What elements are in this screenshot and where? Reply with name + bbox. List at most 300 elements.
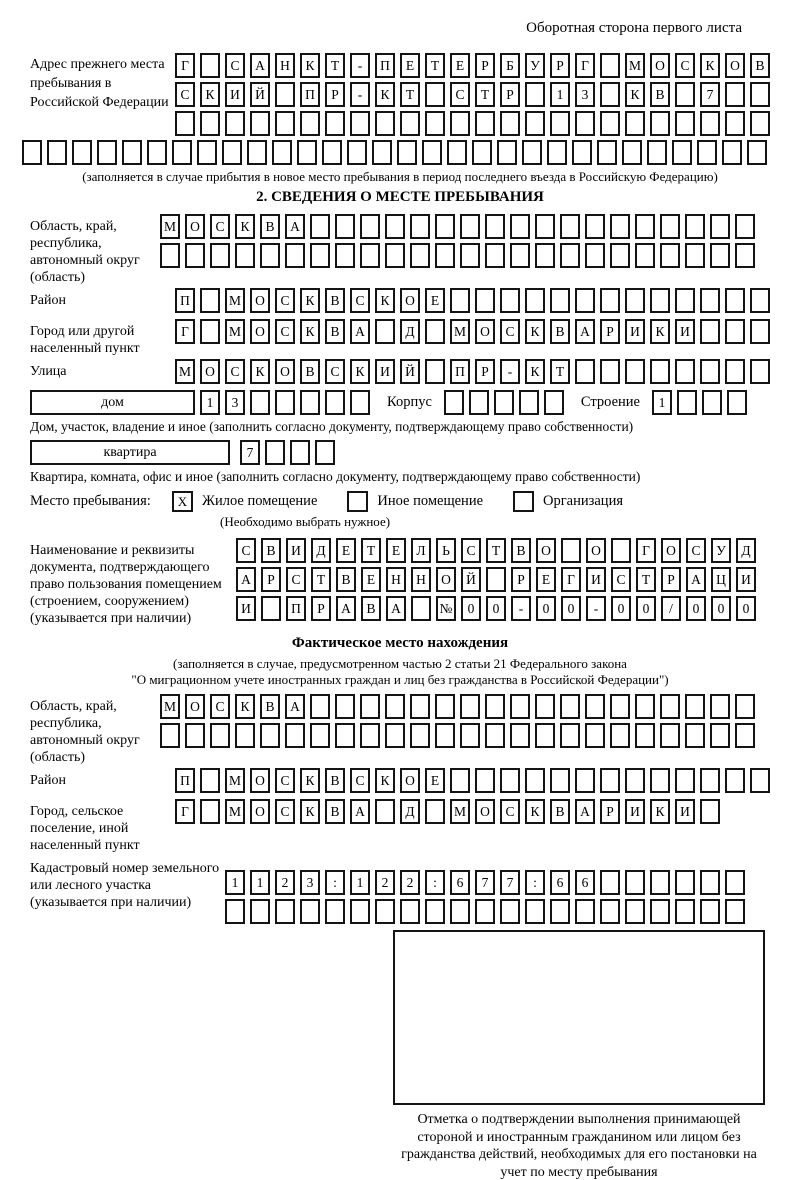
char-cell[interactable] (519, 390, 539, 415)
char-cell[interactable] (147, 140, 167, 165)
char-cell[interactable]: Б (500, 53, 520, 78)
char-cell[interactable] (547, 140, 567, 165)
char-cell[interactable] (200, 319, 220, 344)
char-cell[interactable] (410, 243, 430, 268)
char-cell[interactable]: В (650, 82, 670, 107)
char-cell[interactable]: И (675, 799, 695, 824)
char-cell[interactable] (425, 319, 445, 344)
char-cell[interactable] (72, 140, 92, 165)
char-cell[interactable]: В (261, 538, 281, 563)
char-cell[interactable] (397, 140, 417, 165)
char-cell[interactable]: С (225, 53, 245, 78)
char-cell[interactable] (600, 82, 620, 107)
char-cell[interactable]: Р (261, 567, 281, 592)
char-cell[interactable] (485, 214, 505, 239)
char-cell[interactable] (485, 243, 505, 268)
char-cell[interactable]: Г (175, 799, 195, 824)
char-cell[interactable] (750, 359, 770, 384)
char-cell[interactable]: М (225, 319, 245, 344)
char-cell[interactable] (725, 899, 745, 924)
char-cell[interactable]: С (500, 799, 520, 824)
char-cell[interactable] (450, 768, 470, 793)
char-cell[interactable]: 2 (275, 870, 295, 895)
char-cell[interactable]: М (225, 799, 245, 824)
char-cell[interactable]: К (375, 82, 395, 107)
char-cell[interactable] (385, 214, 405, 239)
char-cell[interactable]: К (300, 319, 320, 344)
char-cell[interactable] (635, 723, 655, 748)
char-cell[interactable] (675, 359, 695, 384)
char-cell[interactable] (360, 694, 380, 719)
char-cell[interactable]: Е (400, 53, 420, 78)
char-cell[interactable] (444, 390, 464, 415)
char-cell[interactable] (475, 111, 495, 136)
char-cell[interactable]: С (275, 288, 295, 313)
char-cell[interactable]: Й (461, 567, 481, 592)
char-cell[interactable]: 1 (200, 390, 220, 415)
char-cell[interactable] (475, 288, 495, 313)
char-cell[interactable]: Р (500, 82, 520, 107)
char-cell[interactable] (702, 390, 722, 415)
char-cell[interactable] (525, 768, 545, 793)
char-cell[interactable] (200, 768, 220, 793)
char-cell[interactable]: К (700, 53, 720, 78)
char-cell[interactable] (285, 243, 305, 268)
char-cell[interactable] (385, 723, 405, 748)
char-cell[interactable]: К (625, 82, 645, 107)
char-cell[interactable] (290, 440, 310, 465)
char-cell[interactable] (460, 243, 480, 268)
char-cell[interactable]: Д (400, 319, 420, 344)
char-cell[interactable] (535, 694, 555, 719)
char-cell[interactable] (675, 111, 695, 136)
char-cell[interactable]: В (336, 567, 356, 592)
char-cell[interactable] (660, 723, 680, 748)
char-cell[interactable] (360, 723, 380, 748)
char-cell[interactable] (710, 694, 730, 719)
char-cell[interactable] (435, 694, 455, 719)
char-cell[interactable] (675, 899, 695, 924)
char-cell[interactable] (300, 390, 320, 415)
char-cell[interactable] (700, 319, 720, 344)
char-cell[interactable] (22, 140, 42, 165)
char-cell[interactable]: О (185, 214, 205, 239)
char-cell[interactable]: - (500, 359, 520, 384)
char-cell[interactable]: О (200, 359, 220, 384)
char-cell[interactable] (685, 694, 705, 719)
char-cell[interactable]: Й (250, 82, 270, 107)
char-cell[interactable]: К (300, 53, 320, 78)
char-cell[interactable]: К (200, 82, 220, 107)
char-cell[interactable]: К (235, 694, 255, 719)
char-cell[interactable] (625, 768, 645, 793)
char-cell[interactable]: Д (311, 538, 331, 563)
char-cell[interactable] (650, 359, 670, 384)
char-cell[interactable] (310, 694, 330, 719)
char-cell[interactable] (485, 723, 505, 748)
char-cell[interactable] (510, 723, 530, 748)
char-cell[interactable]: В (300, 359, 320, 384)
char-cell[interactable] (600, 899, 620, 924)
char-cell[interactable]: Г (175, 319, 195, 344)
char-cell[interactable] (610, 723, 630, 748)
char-cell[interactable]: Р (550, 53, 570, 78)
char-cell[interactable] (647, 140, 667, 165)
char-cell[interactable]: 2 (400, 870, 420, 895)
char-cell[interactable] (550, 899, 570, 924)
char-cell[interactable]: Р (511, 567, 531, 592)
char-cell[interactable] (310, 214, 330, 239)
char-cell[interactable]: Е (386, 538, 406, 563)
char-cell[interactable]: Р (661, 567, 681, 592)
char-cell[interactable] (175, 111, 195, 136)
char-cell[interactable]: В (325, 768, 345, 793)
char-cell[interactable] (200, 288, 220, 313)
char-cell[interactable]: П (375, 53, 395, 78)
char-cell[interactable]: В (325, 799, 345, 824)
char-cell[interactable]: 6 (550, 870, 570, 895)
char-cell[interactable] (660, 214, 680, 239)
char-cell[interactable] (325, 111, 345, 136)
char-cell[interactable]: К (650, 799, 670, 824)
char-cell[interactable]: Т (425, 53, 445, 78)
char-cell[interactable] (385, 694, 405, 719)
char-cell[interactable]: К (300, 799, 320, 824)
char-cell[interactable] (700, 799, 720, 824)
char-cell[interactable] (550, 288, 570, 313)
char-cell[interactable] (725, 768, 745, 793)
char-cell[interactable] (460, 694, 480, 719)
char-cell[interactable]: 0 (536, 596, 556, 621)
char-cell[interactable]: А (285, 694, 305, 719)
char-cell[interactable] (375, 319, 395, 344)
char-cell[interactable] (650, 768, 670, 793)
char-cell[interactable] (486, 567, 506, 592)
char-cell[interactable] (372, 140, 392, 165)
char-cell[interactable] (185, 243, 205, 268)
char-cell[interactable]: Г (636, 538, 656, 563)
char-cell[interactable]: К (250, 359, 270, 384)
char-cell[interactable] (235, 723, 255, 748)
char-cell[interactable]: 0 (711, 596, 731, 621)
char-cell[interactable]: В (260, 214, 280, 239)
char-cell[interactable] (425, 359, 445, 384)
char-cell[interactable]: 7 (475, 870, 495, 895)
char-cell[interactable] (260, 243, 280, 268)
char-cell[interactable]: 0 (736, 596, 756, 621)
char-cell[interactable]: И (675, 319, 695, 344)
char-cell[interactable] (350, 111, 370, 136)
char-cell[interactable]: В (325, 319, 345, 344)
char-cell[interactable] (265, 440, 285, 465)
char-cell[interactable] (200, 53, 220, 78)
char-cell[interactable]: 1 (225, 870, 245, 895)
char-cell[interactable]: Г (561, 567, 581, 592)
char-cell[interactable]: 1 (652, 390, 672, 415)
char-cell[interactable]: С (236, 538, 256, 563)
char-cell[interactable] (460, 214, 480, 239)
char-cell[interactable] (525, 288, 545, 313)
char-cell[interactable] (469, 390, 489, 415)
char-cell[interactable] (325, 899, 345, 924)
char-cell[interactable] (450, 288, 470, 313)
char-cell[interactable] (725, 319, 745, 344)
char-cell[interactable] (500, 768, 520, 793)
char-cell[interactable]: О (436, 567, 456, 592)
char-cell[interactable]: : (325, 870, 345, 895)
char-cell[interactable] (347, 140, 367, 165)
char-cell[interactable] (411, 596, 431, 621)
char-cell[interactable] (460, 723, 480, 748)
char-cell[interactable] (560, 723, 580, 748)
char-cell[interactable]: С (210, 694, 230, 719)
char-cell[interactable] (375, 899, 395, 924)
char-cell[interactable]: К (300, 288, 320, 313)
char-cell[interactable] (544, 390, 564, 415)
char-cell[interactable] (535, 214, 555, 239)
char-cell[interactable]: Л (411, 538, 431, 563)
char-cell[interactable] (611, 538, 631, 563)
char-cell[interactable] (522, 140, 542, 165)
char-cell[interactable] (725, 359, 745, 384)
char-cell[interactable]: М (160, 214, 180, 239)
char-cell[interactable] (672, 140, 692, 165)
char-cell[interactable] (700, 288, 720, 313)
char-cell[interactable]: - (586, 596, 606, 621)
char-cell[interactable]: Е (336, 538, 356, 563)
char-cell[interactable] (600, 111, 620, 136)
char-cell[interactable] (625, 359, 645, 384)
char-cell[interactable] (510, 214, 530, 239)
char-cell[interactable] (285, 723, 305, 748)
char-cell[interactable] (300, 111, 320, 136)
char-cell[interactable]: С (175, 82, 195, 107)
char-cell[interactable] (497, 140, 517, 165)
char-cell[interactable] (222, 140, 242, 165)
char-cell[interactable] (575, 288, 595, 313)
stay-type-checkbox-organization[interactable] (513, 491, 534, 512)
char-cell[interactable] (575, 111, 595, 136)
char-cell[interactable] (310, 723, 330, 748)
char-cell[interactable]: С (325, 359, 345, 384)
char-cell[interactable]: А (336, 596, 356, 621)
char-cell[interactable]: К (300, 768, 320, 793)
char-cell[interactable]: М (225, 768, 245, 793)
char-cell[interactable]: Т (325, 53, 345, 78)
char-cell[interactable] (410, 214, 430, 239)
char-cell[interactable]: 0 (686, 596, 706, 621)
char-cell[interactable]: А (386, 596, 406, 621)
char-cell[interactable]: 6 (450, 870, 470, 895)
char-cell[interactable] (585, 723, 605, 748)
char-cell[interactable] (97, 140, 117, 165)
char-cell[interactable] (660, 694, 680, 719)
char-cell[interactable] (561, 538, 581, 563)
char-cell[interactable] (635, 243, 655, 268)
char-cell[interactable]: Т (400, 82, 420, 107)
char-cell[interactable] (260, 723, 280, 748)
char-cell[interactable] (500, 288, 520, 313)
char-cell[interactable] (650, 288, 670, 313)
char-cell[interactable] (710, 243, 730, 268)
char-cell[interactable]: Р (475, 53, 495, 78)
char-cell[interactable]: - (350, 53, 370, 78)
char-cell[interactable] (494, 390, 514, 415)
char-cell[interactable] (315, 440, 335, 465)
char-cell[interactable] (47, 140, 67, 165)
char-cell[interactable]: И (625, 799, 645, 824)
char-cell[interactable]: Е (536, 567, 556, 592)
char-cell[interactable]: 0 (461, 596, 481, 621)
char-cell[interactable] (710, 723, 730, 748)
char-cell[interactable]: О (275, 359, 295, 384)
char-cell[interactable]: : (525, 870, 545, 895)
char-cell[interactable] (160, 243, 180, 268)
char-cell[interactable] (350, 899, 370, 924)
char-cell[interactable] (410, 694, 430, 719)
char-cell[interactable] (700, 899, 720, 924)
char-cell[interactable] (261, 596, 281, 621)
char-cell[interactable]: И (286, 538, 306, 563)
char-cell[interactable] (675, 82, 695, 107)
char-cell[interactable] (185, 723, 205, 748)
char-cell[interactable]: Е (361, 567, 381, 592)
char-cell[interactable] (200, 111, 220, 136)
char-cell[interactable]: № (436, 596, 456, 621)
char-cell[interactable]: - (511, 596, 531, 621)
char-cell[interactable] (225, 899, 245, 924)
char-cell[interactable]: О (725, 53, 745, 78)
char-cell[interactable] (600, 768, 620, 793)
char-cell[interactable] (510, 694, 530, 719)
char-cell[interactable] (275, 899, 295, 924)
char-cell[interactable] (435, 723, 455, 748)
char-cell[interactable] (575, 768, 595, 793)
char-cell[interactable]: Ь (436, 538, 456, 563)
char-cell[interactable]: М (225, 288, 245, 313)
char-cell[interactable]: М (450, 799, 470, 824)
char-cell[interactable]: С (225, 359, 245, 384)
char-cell[interactable] (747, 140, 767, 165)
char-cell[interactable] (700, 768, 720, 793)
char-cell[interactable] (275, 390, 295, 415)
char-cell[interactable] (335, 243, 355, 268)
char-cell[interactable]: С (675, 53, 695, 78)
char-cell[interactable] (685, 723, 705, 748)
char-cell[interactable] (725, 111, 745, 136)
char-cell[interactable] (450, 899, 470, 924)
char-cell[interactable] (722, 140, 742, 165)
char-cell[interactable] (675, 768, 695, 793)
char-cell[interactable]: Р (475, 359, 495, 384)
char-cell[interactable] (350, 390, 370, 415)
char-cell[interactable] (472, 140, 492, 165)
char-cell[interactable] (335, 723, 355, 748)
char-cell[interactable]: О (536, 538, 556, 563)
char-cell[interactable] (750, 111, 770, 136)
char-cell[interactable]: Ц (711, 567, 731, 592)
char-cell[interactable]: Д (736, 538, 756, 563)
char-cell[interactable]: Е (450, 53, 470, 78)
char-cell[interactable] (225, 111, 245, 136)
char-cell[interactable] (725, 288, 745, 313)
char-cell[interactable]: 6 (575, 870, 595, 895)
char-cell[interactable]: 1 (350, 870, 370, 895)
char-cell[interactable] (625, 111, 645, 136)
char-cell[interactable]: М (160, 694, 180, 719)
char-cell[interactable]: И (375, 359, 395, 384)
char-cell[interactable]: К (525, 359, 545, 384)
char-cell[interactable]: Т (636, 567, 656, 592)
char-cell[interactable]: К (650, 319, 670, 344)
char-cell[interactable] (735, 723, 755, 748)
char-cell[interactable]: Р (311, 596, 331, 621)
char-cell[interactable]: С (686, 538, 706, 563)
char-cell[interactable]: С (611, 567, 631, 592)
char-cell[interactable] (297, 140, 317, 165)
char-cell[interactable]: О (250, 288, 270, 313)
char-cell[interactable]: 0 (636, 596, 656, 621)
char-cell[interactable]: 7 (500, 870, 520, 895)
char-cell[interactable]: С (210, 214, 230, 239)
char-cell[interactable]: Е (425, 768, 445, 793)
char-cell[interactable]: К (375, 768, 395, 793)
char-cell[interactable] (525, 82, 545, 107)
char-cell[interactable] (400, 111, 420, 136)
char-cell[interactable] (275, 82, 295, 107)
char-cell[interactable] (575, 359, 595, 384)
char-cell[interactable] (410, 723, 430, 748)
char-cell[interactable]: 7 (700, 82, 720, 107)
char-cell[interactable]: Т (486, 538, 506, 563)
char-cell[interactable]: С (275, 768, 295, 793)
char-cell[interactable]: П (175, 768, 195, 793)
char-cell[interactable] (200, 799, 220, 824)
char-cell[interactable] (572, 140, 592, 165)
char-cell[interactable] (210, 723, 230, 748)
char-cell[interactable]: Р (600, 319, 620, 344)
char-cell[interactable]: О (475, 799, 495, 824)
char-cell[interactable]: О (400, 288, 420, 313)
char-cell[interactable] (425, 799, 445, 824)
char-cell[interactable]: И (586, 567, 606, 592)
char-cell[interactable] (700, 359, 720, 384)
char-cell[interactable] (375, 111, 395, 136)
char-cell[interactable] (750, 288, 770, 313)
char-cell[interactable] (122, 140, 142, 165)
char-cell[interactable] (425, 82, 445, 107)
char-cell[interactable]: М (175, 359, 195, 384)
char-cell[interactable] (610, 243, 630, 268)
char-cell[interactable]: П (300, 82, 320, 107)
char-cell[interactable]: О (586, 538, 606, 563)
char-cell[interactable] (510, 243, 530, 268)
char-cell[interactable] (335, 694, 355, 719)
char-cell[interactable]: 1 (550, 82, 570, 107)
char-cell[interactable]: С (350, 768, 370, 793)
char-cell[interactable] (600, 359, 620, 384)
char-cell[interactable]: Т (361, 538, 381, 563)
char-cell[interactable]: П (286, 596, 306, 621)
char-cell[interactable]: А (350, 799, 370, 824)
char-cell[interactable]: С (275, 319, 295, 344)
char-cell[interactable]: В (325, 288, 345, 313)
char-cell[interactable] (625, 899, 645, 924)
char-cell[interactable] (535, 243, 555, 268)
char-cell[interactable]: М (450, 319, 470, 344)
char-cell[interactable] (700, 870, 720, 895)
char-cell[interactable] (727, 390, 747, 415)
